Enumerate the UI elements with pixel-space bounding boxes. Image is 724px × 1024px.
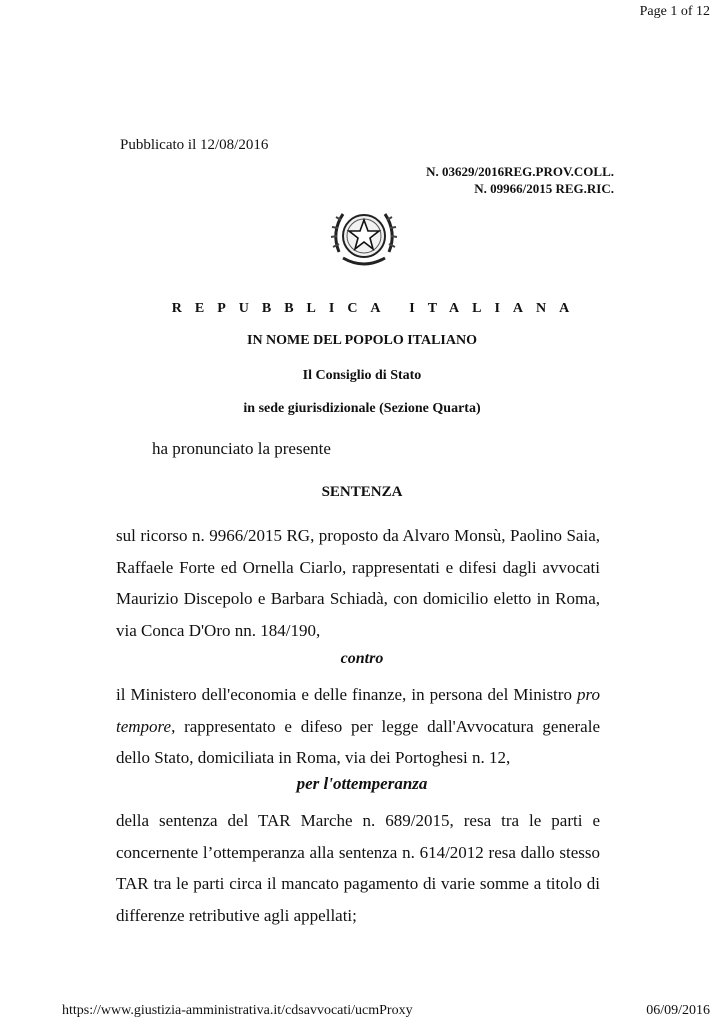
page-footer — [62, 1003, 710, 1019]
ricorso-paragraph: sul ricorso n. 9966/2015 RG, proposto da Alvaro Monsù, Paolino Saia, Raffaele Forte ed Ornella Ciarlo, rappresentati e difesi dagli avvocati Maurizio Discepolo e Barbara Schiadà, con domicilio eletto in Roma, via Conca D'Oro nn. 184/190, — [116, 526, 600, 640]
court-section: in sede giurisdizionale (Sezione Quarta) — [243, 401, 481, 416]
ottemperanza-heading: per l'ottemperanza — [296, 774, 428, 793]
footer-date: 06/09/2016 — [646, 1003, 710, 1018]
ministero-text-continued: , rappresentato e difeso per legge dall'Avvocatura generale dello Stato, domiciliata in Roma, via dei Portoghesi n. 12, — [116, 716, 600, 767]
court-name: Il Consiglio di Stato — [302, 368, 422, 383]
republic-heading: REPUBBLICA ITALIANA — [171, 301, 583, 316]
footer-url: https://www.giustizia-amministrativa.it/cdsavvocati/ucmProxy — [62, 1003, 413, 1018]
contro-heading: contro — [340, 650, 384, 667]
italian-republic-emblem-icon — [325, 198, 403, 276]
ref-prov-coll: N. 03629/2016REG.PROV.COLL. — [426, 164, 614, 179]
sentenza-heading: SENTENZA — [321, 484, 403, 500]
in-nome-heading: IN NOME DEL POPOLO ITALIANO — [247, 333, 477, 348]
ministero-text: il Ministero dell'economia e delle finanze, in persona del Ministro — [116, 685, 577, 704]
case-references — [426, 163, 614, 197]
sentenza-tar-paragraph: della sentenza del TAR Marche n. 689/2015, resa tra le parti e concernente l’ottemperanza alla sentenza n. 614/2012 resa dallo stesso TAR tra le parti circa il mancato pagamento di varie somme a titolo di differenze retributive agli appellati; — [116, 811, 600, 925]
publication-date: Pubblicato il 12/08/2016 — [120, 137, 269, 153]
ha-pronunciato-text: ha pronunciato la presente — [152, 439, 331, 458]
ministero-paragraph — [116, 679, 600, 774]
ref-reg-ric: N. 09966/2015 REG.RIC. — [474, 181, 614, 196]
page-indicator: Page 1 of 12 — [639, 4, 710, 19]
pro-tempore-italic: pro tempore — [116, 685, 600, 736]
